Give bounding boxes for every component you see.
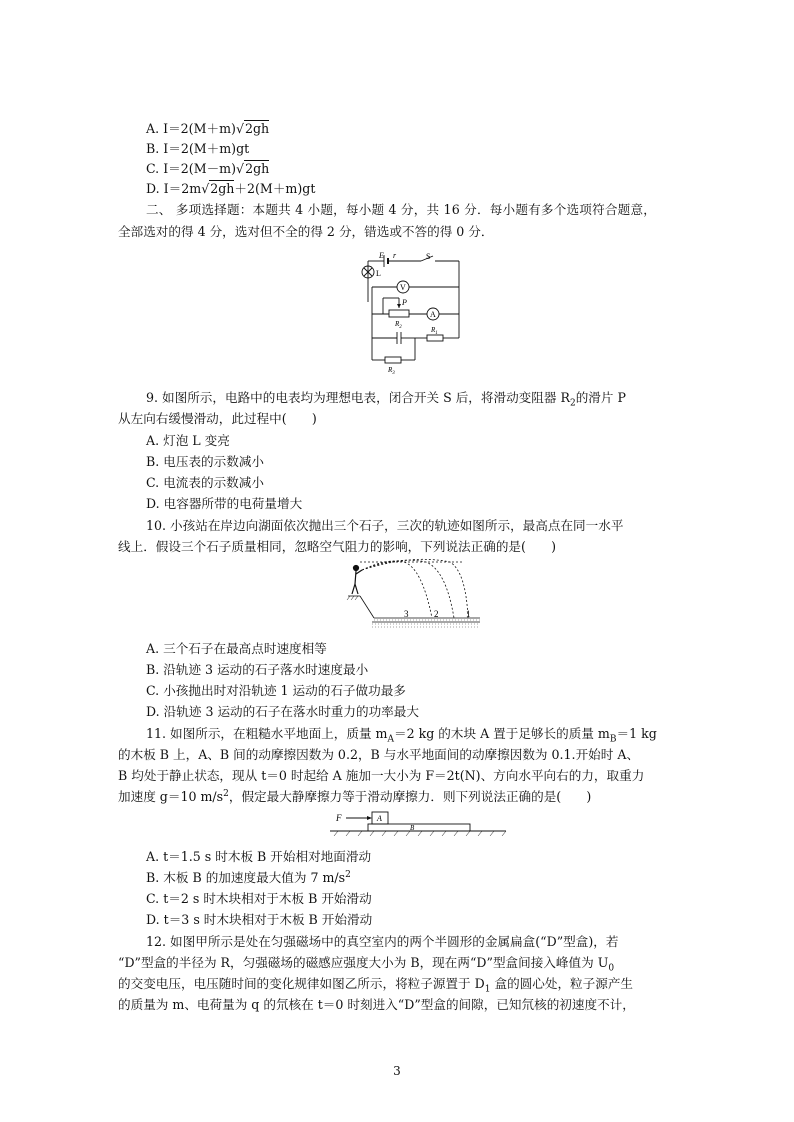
q11-option-b: B. 木板 B 的加速度最大值为 7 $m/s^2$: [146, 869, 351, 885]
q8-option-a: A. I＝2(M＋m)√2gh: [146, 121, 270, 136]
q11-stem-4: 加速度 g＝10 $m/s^2$，假定最大静摩擦力等于滑动摩擦力．则下列说法正确的是( ): [118, 788, 592, 804]
q10-stem-2: 线上．假设三个石子质量相同，忽略空气阻力的影响，下列说法正确的是( ): [118, 539, 557, 554]
page-number: 3: [393, 1064, 401, 1078]
q10-option-c: C. 小孩抛出时对沿轨迹 1 运动的石子做功最多: [146, 683, 406, 698]
q10-option-d: D. 沿轨迹 3 运动的石子在落水时重力的功率最大: [146, 704, 419, 719]
label-V: V: [400, 283, 406, 292]
label-A: A: [430, 310, 436, 319]
q9-option-a: A. 灯泡 L 变亮: [146, 433, 230, 448]
label-R1: R: [431, 326, 436, 334]
svg-text:R3: [387, 366, 395, 376]
q9-stem-2: 从左向右缓慢滑动，此过程中( ): [118, 411, 317, 426]
label-L: L: [376, 269, 381, 278]
force-label: F: [336, 813, 342, 823]
q11-stem-2: 的木板 B 上，A、B 间的动摩擦因数为 0.2，B 与水平地面间的动摩擦因数为 0.1.开始时 A、: [118, 747, 640, 762]
label-R3-sub: 3: [392, 371, 395, 376]
q11-stem-3: B 均处于静止状态，现从 t＝0 时起给 A 施加一大小为 F＝2t(N)、方向水平向右的力，取重力: [118, 768, 645, 783]
q8-option-b: B. I＝2(M＋m)gt: [146, 141, 250, 156]
label-S: S: [426, 252, 431, 261]
q9-option-c: C. 电流表的示数减小: [146, 475, 264, 490]
q11-option-a: A. t＝1.5 s 时木板 B 开始相对地面滑动: [146, 849, 372, 864]
q10-option-a: A. 三个石子在最高点时速度相等: [146, 641, 327, 656]
q12-stem-3: 的交变电压，电压随时间的变化规律如图乙所示，将粒子源置于 $D_1$ 盒的圆心处，粒子源产生: [118, 976, 634, 995]
board-b-label: B: [410, 824, 415, 832]
label-R3: R: [388, 366, 393, 374]
svg-text:R1: [430, 326, 438, 336]
q11-option-d: D. t＝3 s 时木块相对于木板 B 开始滑动: [146, 912, 373, 927]
q12-stem-4: 的质量为 m、电荷量为 q 的氘核在 t＝0 时刻进入“D”型盒的间隙，已知氘核的初速度不计，: [118, 997, 635, 1012]
q9-option-b: B. 电压表的示数减小: [146, 454, 265, 469]
block-board-figure: [330, 806, 510, 840]
q8-option-d: D. I＝2m√2gh＋2(M＋m)gt: [146, 181, 316, 196]
label-R2: R: [395, 320, 400, 328]
q12-stem-1: 12. 如图甲所示是处在匀强磁场中的真空室内的两个半圆形的金属扁盒(“D”型盒)，若: [146, 934, 619, 949]
label-P: P: [402, 298, 407, 307]
trajectory-label-3: 3: [404, 609, 409, 619]
trajectory-figure: [342, 556, 482, 634]
q9-stem-1: 9. 如图所示，电路中的电表均为理想电表，闭合开关 S 后，将滑动变阻器 $R_2$的滑片 P: [146, 390, 626, 409]
label-E: E: [379, 251, 384, 260]
q10-stem-1: 10. 小孩站在岸边向湖面依次抛出三个石子，三次的轨迹如图所示，最高点在同一水平: [146, 518, 624, 533]
circuit-diagram: [355, 250, 470, 378]
section2-heading: 二、 多项选择题：本题共 4 小题，每小题 4 分，共 16 分．每小题有多个选项符合题意，: [146, 202, 657, 217]
q8-option-c: C. I＝2(M－m)√2gh: [146, 161, 270, 176]
label-r: r: [393, 251, 397, 260]
label-R2-sub: 2: [399, 325, 402, 330]
label-R1-sub: 1: [435, 331, 438, 336]
trajectory-label-1: 1: [466, 609, 471, 619]
q11-option-c: C. t＝2 s 时木块相对于木板 B 开始滑动: [146, 891, 372, 906]
svg-text:R2: [394, 320, 402, 330]
q11-stem-1: 11. 如图所示，在粗糙水平地面上，质量 $m_A=2$ kg 的木块 A 置于足够长的质量 $m_B=1$ kg: [146, 726, 657, 745]
block-a-label: A: [377, 814, 382, 823]
q12-stem-2: “D”型盒的半径为 R，匀强磁场的磁感应强度大小为 B，现在两“D”型盒间接入峰值为 $U_0$: [118, 955, 615, 974]
section2-heading-cont: 全部选对的得 4 分，选对但不全的得 2 分，错选或不答的得 0 分．: [118, 224, 494, 239]
q10-option-b: B. 沿轨迹 3 运动的石子落水时速度最小: [146, 662, 369, 677]
q9-option-d: D. 电容器所带的电荷量增大: [146, 496, 303, 511]
trajectory-label-2: 2: [434, 609, 439, 619]
